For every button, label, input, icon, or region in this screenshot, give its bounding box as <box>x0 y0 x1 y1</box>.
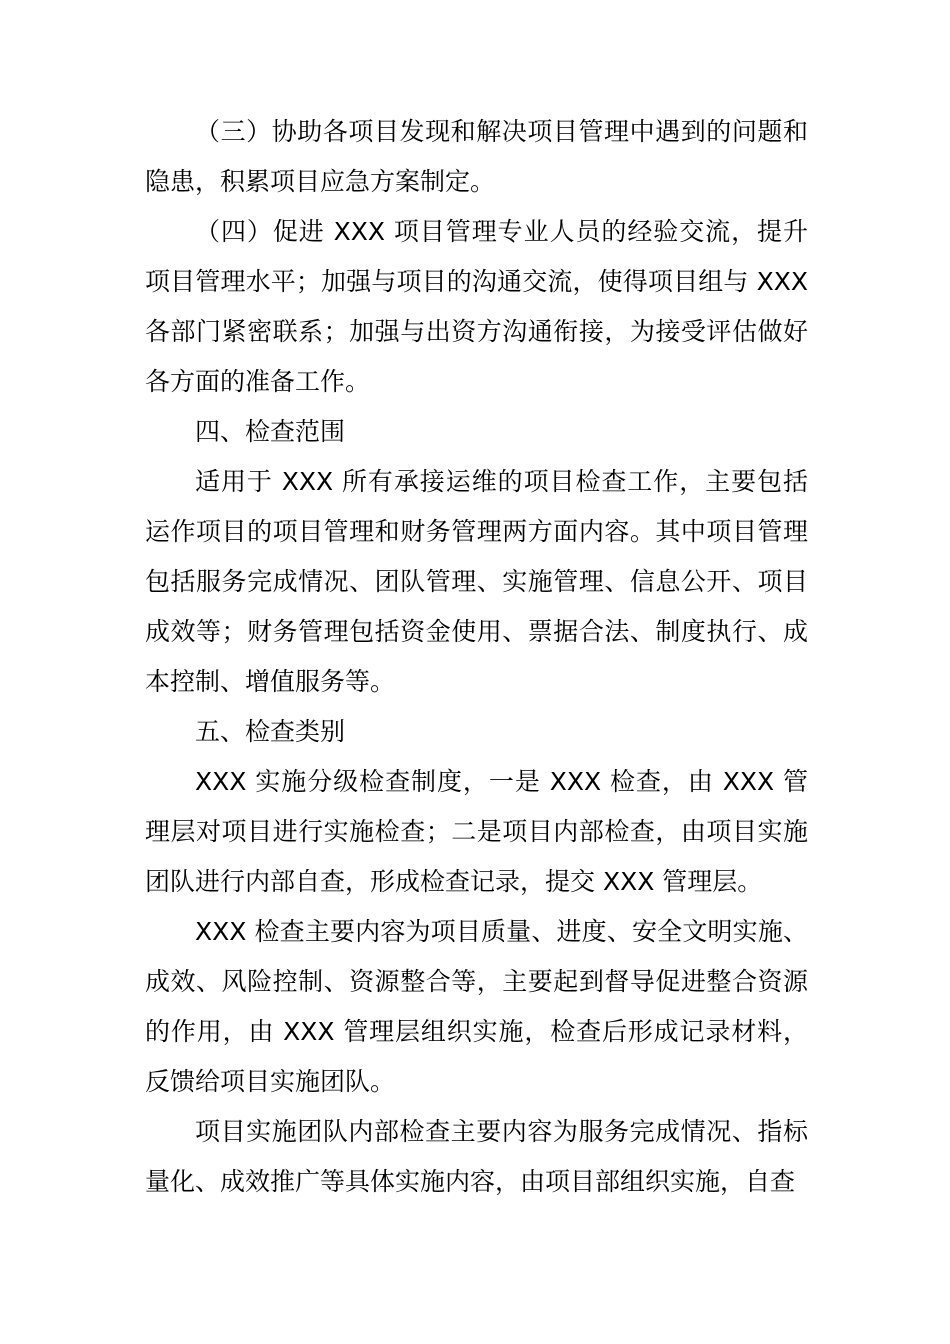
paragraph-san: （三）协助各项目发现和解决项目管理中遇到的问题和隐患，积累项目应急方案制定。 <box>145 117 808 196</box>
paragraph-xxx-check: XXX 检查主要内容为项目质量、进度、安全文明实施、成效、风险控制、资源整合等，主要起到督导促进整合资源的作用，由 XXX 管理层组织实施，检查后形成记录材料，反馈给项目实施团队。 <box>145 917 808 1096</box>
paragraph-internal-check: 项目实施团队内部检查主要内容为服务完成情况、指标量化、成效推广等具体实施内容，由项目部组织实施，自查 <box>145 1117 808 1196</box>
paragraph-category: XXX 实施分级检查制度，一是 XXX 检查，由 XXX 管理层对项目进行实施检查；二是项目内部检查，由项目实施团队进行内部自查，形成检查记录，提交 XXX 管理层。 <box>145 767 808 896</box>
paragraph-si: （四）促进 XXX 项目管理专业人员的经验交流，提升项目管理水平；加强与项目的沟通交流，使得项目组与 XXX 各部门紧密联系；加强与出资方沟通衔接，为接受评估做好各方面的准备工作。 <box>145 217 808 396</box>
section-heading-scope: 四、检查范围 <box>195 417 346 446</box>
section-heading-category: 五、检查类别 <box>195 717 346 746</box>
paragraph-scope: 适用于 XXX 所有承接运维的项目检查工作，主要包括运作项目的项目管理和财务管理两方面内容。其中项目管理包括服务完成情况、团队管理、实施管理、信息公开、项目成效等；财务管理包括资金使用、票据合法、制度执行、成本控制、增值服务等。 <box>145 467 808 696</box>
document-page <box>145 107 808 1207</box>
